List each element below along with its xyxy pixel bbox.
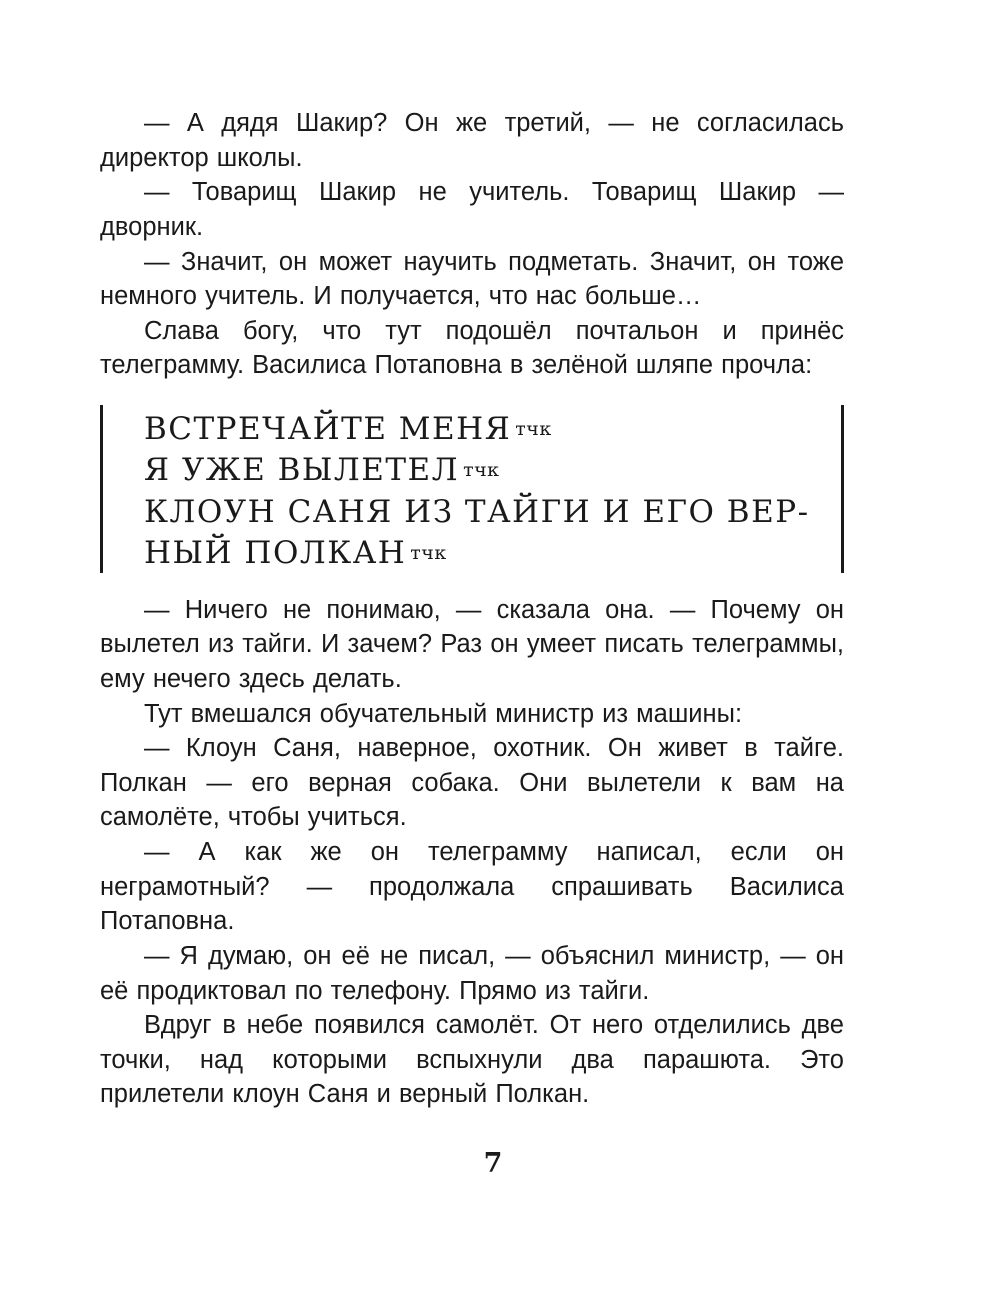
telegram-line xyxy=(144,533,800,575)
telegram-line xyxy=(144,409,800,451)
telegram-line xyxy=(144,450,800,492)
telegram-block xyxy=(100,405,844,573)
telegram-text: Я УЖЕ ВЫЛЕТЕЛ xyxy=(144,452,460,489)
paragraph: Тут вмешался обучательный министр из машины: xyxy=(144,699,743,728)
telegram-stop-mark: тчк xyxy=(515,417,552,440)
telegram-stop-mark: тчк xyxy=(463,459,500,482)
paragraph: — А дядя Шакир? Он же третий, — не согласилась директор школы. xyxy=(100,109,844,172)
page-number: 7 xyxy=(483,1148,503,1179)
telegram-text: НЫЙ ПОЛКАН xyxy=(144,535,407,572)
paragraph: — Ничего не понимаю, — сказала она. — Почему он вылетел из тайги. И зачем? Раз он умеет писать телеграммы, ему нечего здесь делать. xyxy=(100,595,844,693)
paragraph: — Я думаю, он её не писал, — объяснил министр, — он её продиктовал по телефону. Прямо из тайги. xyxy=(100,942,844,1005)
telegram-text: ВСТРЕЧАЙТЕ МЕНЯ xyxy=(144,410,512,447)
book-page xyxy=(100,106,844,1112)
paragraph: — А как же он телеграмму написал, если он неграмотный? — продолжала спрашивать Василиса Потаповна. xyxy=(100,838,844,936)
paragraph: — Значит, он может научить подметать. Значит, он тоже немного учитель. И получается, что нас больше… xyxy=(100,247,844,311)
telegram-stop-mark: тчк xyxy=(410,542,447,565)
telegram-line xyxy=(144,492,810,534)
paragraph: — Клоун Саня, наверное, охотник. Он живет в тайге. Полкан — его верная собака. Они вылетели к вам на самолёте, чтобы учиться. xyxy=(100,734,844,832)
paragraph: — Товарищ Шакир не учитель. Товарищ Шакир — дворник. xyxy=(100,178,844,241)
telegram-text: КЛОУН САНЯ ИЗ ТАЙГИ И ЕГО ВЕР- xyxy=(144,493,810,530)
paragraph: Вдруг в небе появился самолёт. От него отделились две точки, над которыми вспыхнули два парашюта. Это прилетели клоун Саня и верный Полкан. xyxy=(100,1011,844,1109)
paragraph: Слава богу, что тут подошёл почтальон и принёс телеграмму. Василиса Потаповна в зелёной шляпе прочла: xyxy=(100,316,844,380)
